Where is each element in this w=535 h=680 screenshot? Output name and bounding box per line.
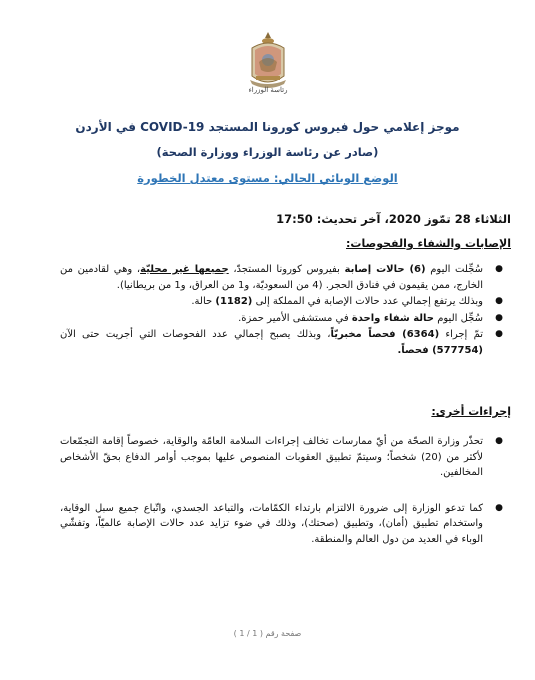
- list-item: [60, 501, 505, 548]
- bullet-icon: ●: [495, 264, 503, 274]
- section-heading-cases: الإصابات والشفاء والفحوصات:: [346, 237, 511, 250]
- date-line: الثلاثاء 28 تمّوز 2020، آخر تحديث: 17:50: [276, 212, 511, 226]
- recovery-count: حالة شفاء واحدة: [351, 312, 435, 324]
- text-run: بفيروس كورونا المستجدّ،: [233, 264, 340, 275]
- total-tests-count: (577754) فحصاً.: [397, 344, 483, 356]
- non-local-note: جميعها غير محليّة: [140, 264, 229, 275]
- list-item: [60, 434, 505, 481]
- bullet-icon: ●: [495, 436, 503, 446]
- text-run: حالة.: [191, 296, 213, 307]
- text-run: ، وبذلك يصبح إجمالي عدد الفحوصات التي أجريت حتى الآن: [60, 329, 331, 340]
- new-cases-count: (6) حالات إصابة: [344, 264, 426, 275]
- text-run: تمّ إجراء: [445, 329, 484, 340]
- section-heading-other-measures: إجراءات أخرى:: [431, 405, 511, 418]
- cases-list: [60, 262, 505, 359]
- list-item: [60, 262, 505, 293]
- tests-today-count: (6364) فحصاً مخبريّاً: [330, 329, 440, 340]
- text-run: في مستشفى الأمير حمزة.: [238, 312, 349, 324]
- briefing-title: موجز إعلامي حول فيروس كورونا المستجد COVID-19 في الأردن: [75, 120, 460, 134]
- text-run: ، وهي لقادمين من الخارج، ممن يقيمون في فنادق الحجر. (4 من السعوديّة، و1 من العراق، و1 من بريطانيا).: [60, 264, 483, 291]
- total-cases-count: (1182): [215, 296, 253, 307]
- list-item: [60, 311, 505, 327]
- measures-list: [60, 434, 505, 567]
- text-run: تحذّر وزارة الصحّة من أيّ ممارسات تخالف إجراءات السلامة العامّة والوقاية، خصوصاً إقامة التجمّعات لأكثر من (20) شخصاً؛ وسيتمّ تطبيق العقوبات المنصوص عليها بموجب أوامر الدفاع بحقّ الأشخاص المخالفين.: [60, 436, 484, 478]
- text-run: سُجِّل اليوم: [437, 312, 483, 324]
- text-run: وبذلك يرتفع إجمالي عدد حالات الإصابة في المملكة إلى: [255, 296, 483, 307]
- page-number: صفحة رقم ( 1 / 1 ): [233, 629, 302, 638]
- bullet-icon: ●: [495, 296, 503, 306]
- text-run: سُجِّلت اليوم: [430, 264, 484, 275]
- jordan-coat-of-arms-icon: [246, 30, 290, 94]
- crest-caption: رئاسة الوزراء: [248, 86, 288, 94]
- list-item: [60, 294, 505, 310]
- epidemic-status: الوضع الوبائي الحالي: مستوى معتدل الخطورة: [137, 171, 398, 185]
- bullet-icon: ●: [495, 329, 503, 339]
- briefing-source: (صادر عن رئاسة الوزراء ووزارة الصحة): [156, 145, 379, 159]
- list-item: [60, 327, 505, 358]
- bullet-icon: ●: [495, 502, 503, 513]
- text-run: كما تدعو الوزارة إلى ضرورة الالتزام بارتداء الكمّامات، والتباعد الجسدي، واتّباع جميع سبل الوقاية، واستخدام تطبيق (أمان)، وتطبيق (صحتك)، وذلك في ضوء تزايد عدد حالات الإصابة عالميّاً، وتفشّي الوباء في العديد من دول العالم والمنطقة.: [60, 502, 483, 545]
- bullet-icon: ●: [495, 312, 503, 323]
